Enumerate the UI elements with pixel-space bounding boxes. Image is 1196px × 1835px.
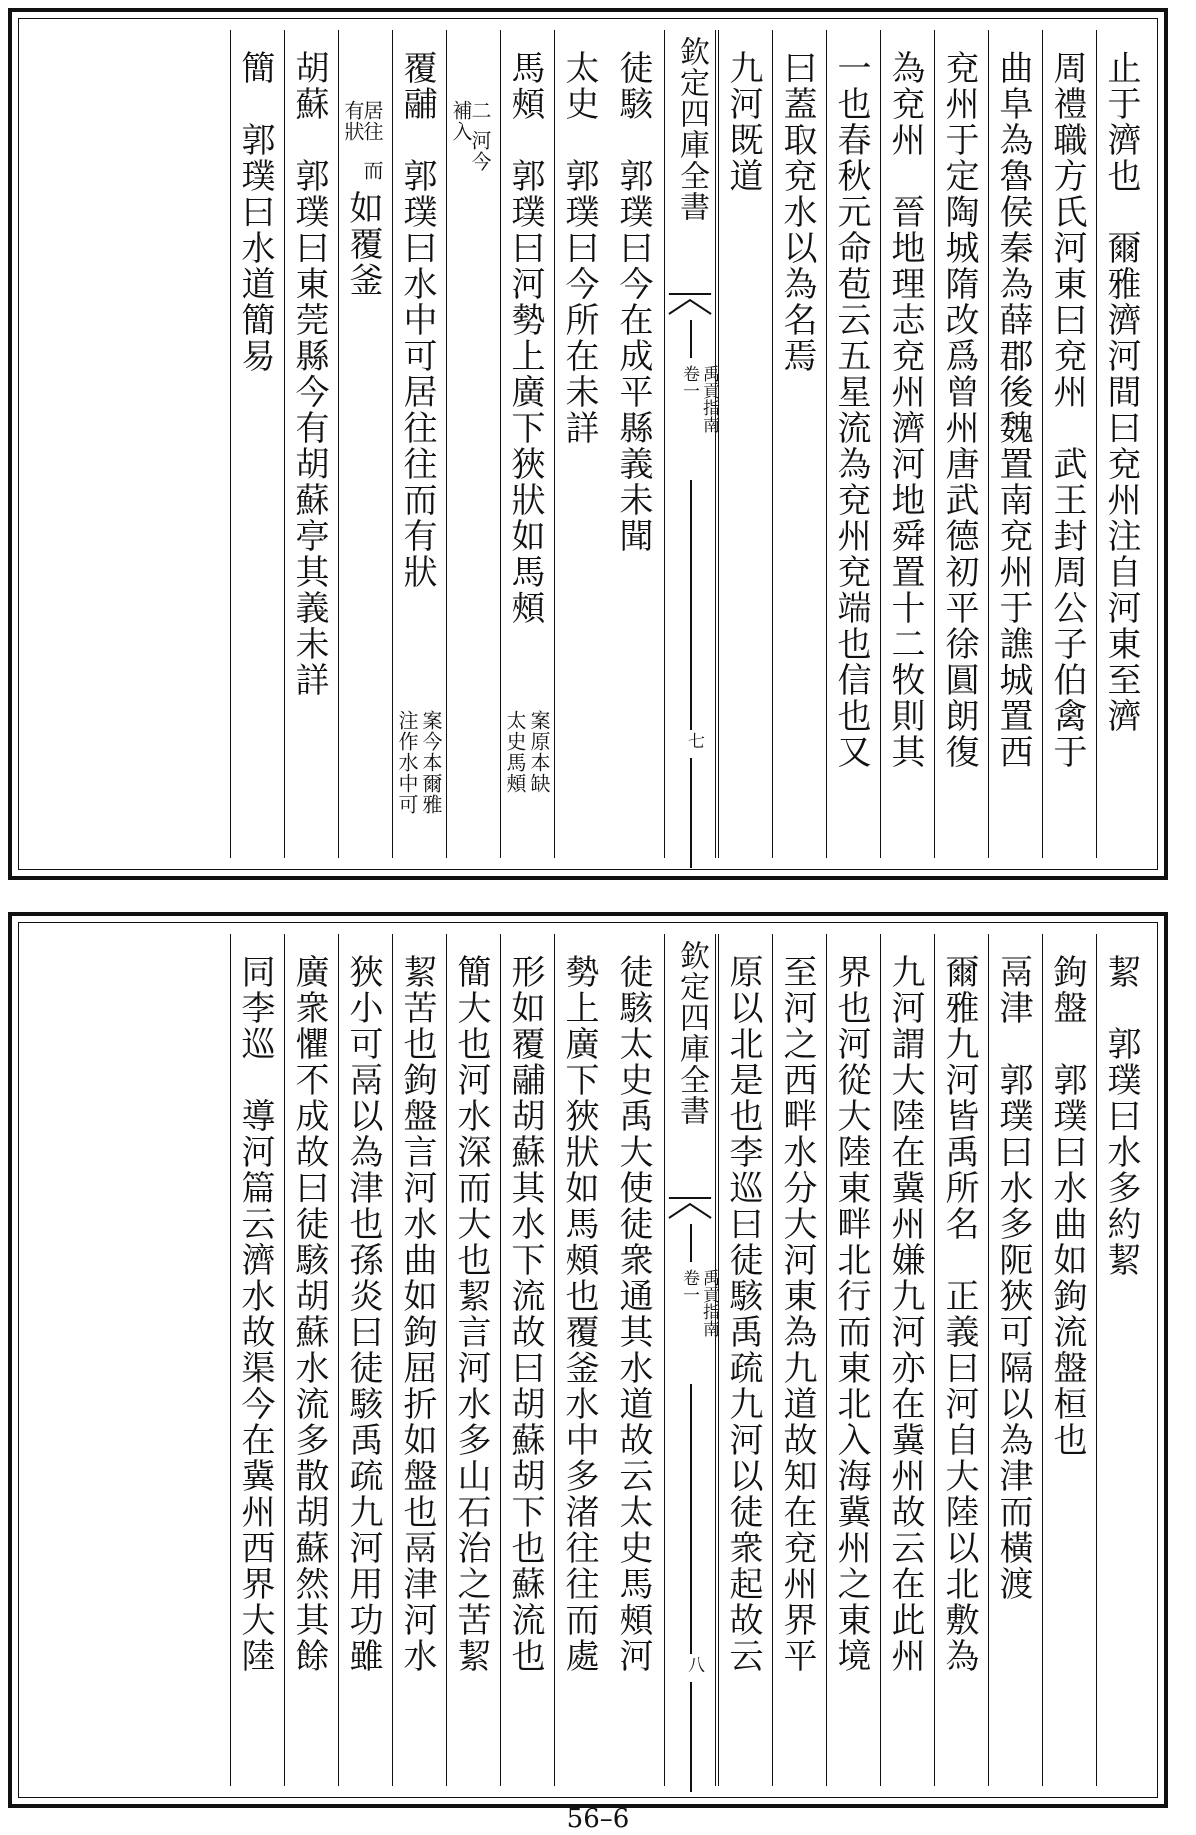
- text-column: [880, 934, 930, 1786]
- column-text: 覆鬴 郭璞曰水中可居往往而有狀: [397, 50, 437, 590]
- column-text: 九河既道: [723, 50, 763, 194]
- column-text: 徒駭 郭璞曰今在成平縣義未聞: [613, 50, 653, 554]
- folio-number: 八: [684, 1656, 704, 1673]
- text-column: [500, 934, 550, 1786]
- text-column: [446, 934, 496, 1786]
- column-text: 簡 郭璞曰水道簡易: [235, 50, 275, 374]
- text-column: [230, 30, 280, 858]
- book-title: 欽定四庫全書: [674, 36, 709, 222]
- annotation-note: 而: [360, 160, 384, 181]
- column-text: 兗州于定陶城隋改爲曾州唐武德初平徐圓朗復: [939, 50, 979, 770]
- fish-tail-mark: [667, 1196, 713, 1220]
- text-column: [1042, 934, 1092, 1786]
- text-column: [230, 934, 280, 1786]
- page-bottom: [8, 912, 1168, 1808]
- column-text: 為兗州 晉地理志兗州濟河地舜置十二牧則其: [885, 50, 925, 770]
- page-top: [8, 8, 1168, 880]
- text-column: [772, 934, 822, 1786]
- text-column: [934, 934, 984, 1786]
- column-text: 太史 郭璞曰今所在未詳: [559, 50, 599, 446]
- column-text: 狹小可鬲以為津也孫炎曰徒駭禹疏九河用功雖: [343, 954, 383, 1674]
- column-text: 至河之西畔水分大河東為九道故知在兗州界平: [777, 954, 817, 1674]
- text-column: [338, 30, 388, 858]
- gutter-line: [690, 758, 692, 868]
- column-text: 絜 郭璞曰水多約絜: [1101, 954, 1141, 1278]
- column-text: 簡大也河水深而大也絜言河水多山石治之苦絜: [451, 954, 491, 1674]
- column-text: 形如覆鬴胡蘇其水下流故曰胡蘇胡下也蘇流也: [505, 954, 545, 1674]
- column-text: 界也河從大陸東畔北行而東北入海冀州之東境: [831, 954, 871, 1674]
- text-column: [1096, 934, 1146, 1786]
- column-text: 徒駭太史禹大使徒衆通其水道故云太史馬頰河: [613, 954, 653, 1674]
- column-text: 鬲津 郭璞曰水多阨狹可隔以為津而橫渡: [993, 954, 1033, 1602]
- gutter-line: [690, 320, 692, 358]
- text-column: [608, 30, 658, 858]
- annotation-note: 居往: [360, 100, 384, 142]
- gutter-line: [690, 1224, 692, 1262]
- annotation-note: 有狀: [341, 100, 365, 142]
- annotation-note: 案原本缺 太史馬頰: [503, 710, 551, 794]
- gutter-line: [690, 480, 692, 730]
- column-text: 鉤盤 郭璞曰水曲如鉤流盤桓也: [1047, 954, 1087, 1458]
- center-gutter: [664, 934, 719, 1786]
- text-column: [392, 934, 442, 1786]
- folio-number: 七: [684, 732, 704, 749]
- column-text: 原以北是也李巡曰徒駭禹疏九河以徒衆起故云: [723, 954, 763, 1674]
- annotation-note: 案今本爾雅 注作水中可: [395, 710, 443, 815]
- column-text: 止于濟也 爾雅濟河間曰兗州注自河東至濟: [1101, 50, 1141, 734]
- text-column: [880, 30, 930, 858]
- column-text: 周禮職方氏河東曰兗州 武王封周公子伯禽于: [1047, 50, 1087, 770]
- text-column: [284, 934, 334, 1786]
- text-column: [284, 30, 334, 858]
- column-text: 胡蘇 郭璞曰東莞縣今有胡蘇亭其義未詳: [289, 50, 329, 698]
- annotation-note: 河今: [468, 130, 492, 172]
- page-number: 56–6: [566, 1804, 630, 1834]
- annotation-note: 二: [468, 100, 492, 121]
- column-text: 勢上廣下狹狀如馬頰也覆釜水中多渚往往而處: [559, 954, 599, 1674]
- text-column: [718, 934, 768, 1786]
- text-column: [988, 30, 1038, 858]
- text-column: [500, 30, 550, 858]
- book-title: 欽定四庫全書: [674, 940, 709, 1126]
- text-column: [1096, 30, 1146, 858]
- text-column: [338, 934, 388, 1786]
- volume-label: 禹貢指南 卷一: [679, 1269, 719, 1337]
- text-column: [934, 30, 984, 858]
- text-column: [392, 30, 442, 858]
- column-text: 馬頰 郭璞曰河勢上廣下狹狀如馬頰: [505, 50, 545, 626]
- column-text: 爾雅九河皆禹所名 正義曰河自大陸以北敷為: [939, 954, 979, 1674]
- text-column: [554, 30, 604, 858]
- fish-tail-mark: [667, 292, 713, 316]
- gutter-line: [690, 1384, 692, 1654]
- column-text: 同李巡 導河篇云濟水故渠今在冀州西界大陸: [235, 954, 275, 1674]
- text-column: [718, 30, 768, 858]
- text-column: [988, 934, 1038, 1786]
- text-column: [772, 30, 822, 858]
- column-text: 絜苦也鉤盤言河水曲如鉤屈折如盤也鬲津河水: [397, 954, 437, 1674]
- volume-label: 禹貢指南 卷一: [679, 365, 719, 433]
- text-column: [446, 30, 496, 858]
- gutter-line: [690, 1682, 692, 1792]
- text-column: [1042, 30, 1092, 858]
- column-text: 廣衆懼不成故曰徒駭胡蘇水流多散胡蘇然其餘: [289, 954, 329, 1674]
- column-text: 一也春秋元命苞云五星流為兗州兗端也信也又: [831, 50, 871, 770]
- annotation-note: 補入: [449, 100, 473, 142]
- text-column: [826, 934, 876, 1786]
- column-text: 曲阜為魯侯秦為薛郡後魏置南兗州于譙城置西: [993, 50, 1033, 770]
- column-text: 曰蓋取兗水以為名焉: [777, 50, 817, 374]
- text-column: [826, 30, 876, 858]
- center-gutter: [664, 30, 719, 858]
- column-text: 九河謂大陸在冀州嫌九河亦在冀州故云在此州: [885, 954, 925, 1674]
- column-text: 如覆釜: [343, 190, 383, 298]
- text-column: [608, 934, 658, 1786]
- text-column: [554, 934, 604, 1786]
